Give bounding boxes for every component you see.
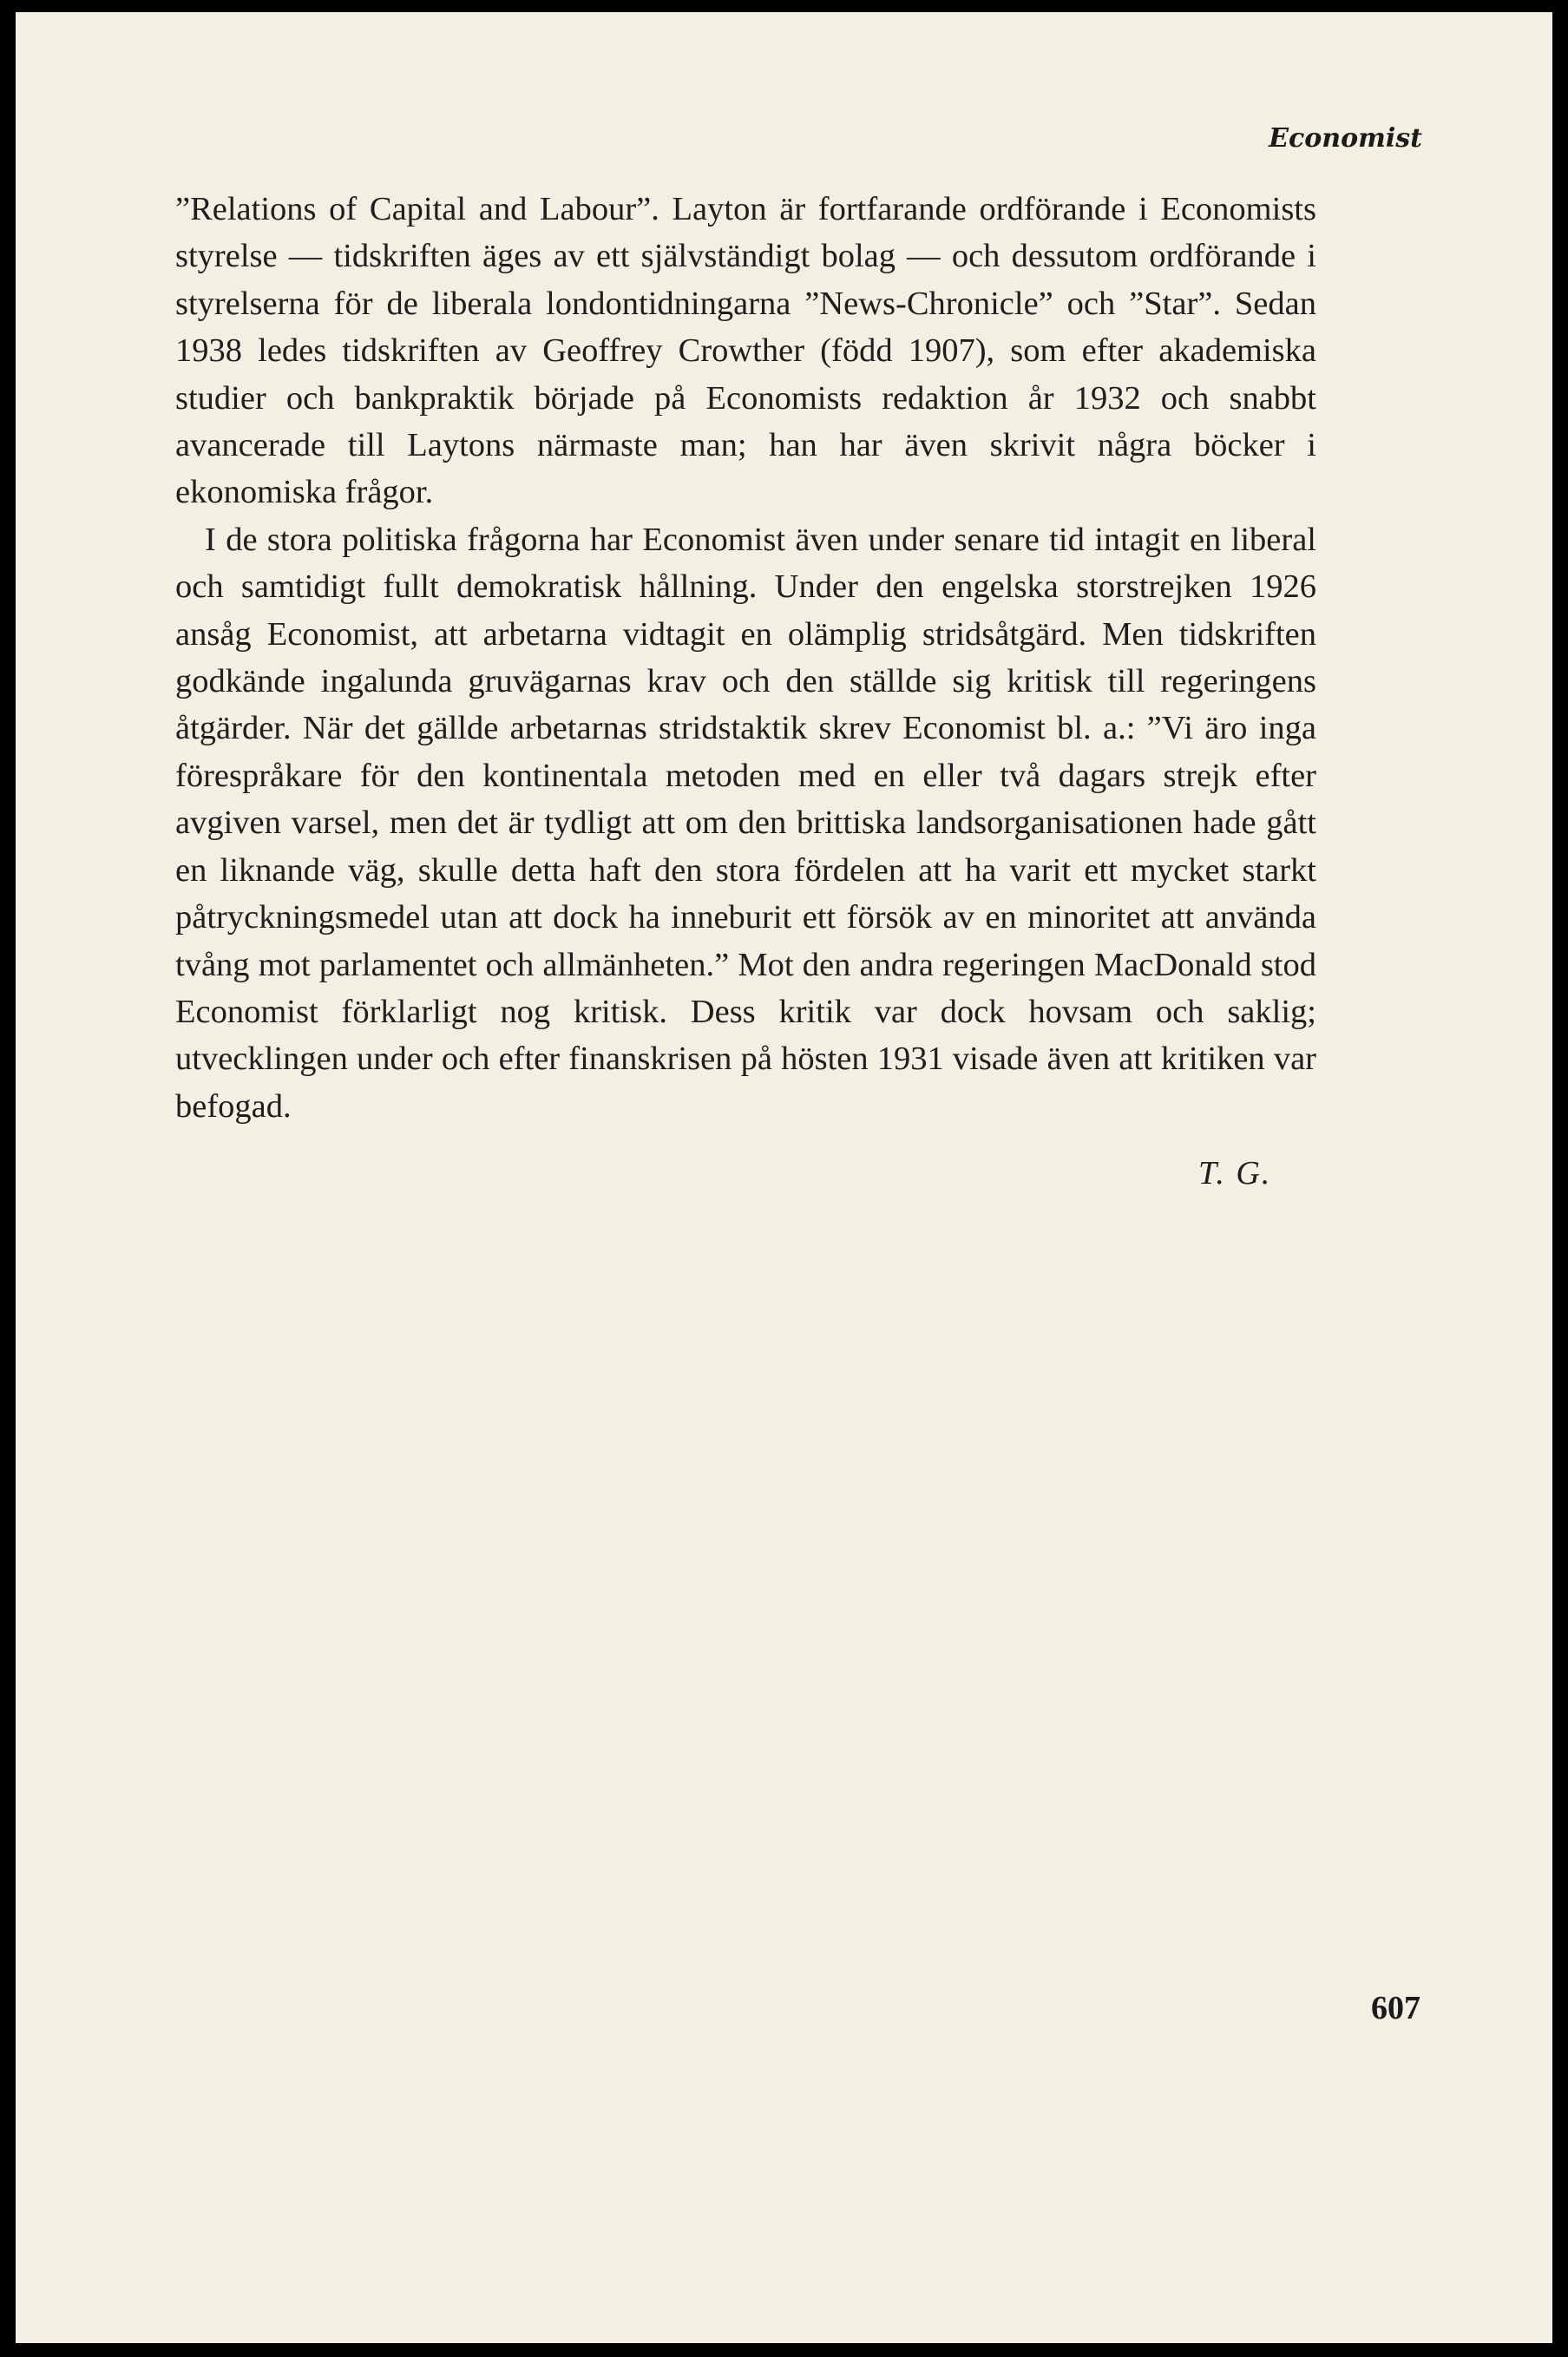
- author-signature: T. G.: [1198, 1155, 1272, 1192]
- article-body: [175, 186, 1316, 1130]
- paragraph-1: ”Relations of Capital and Labour”. Layton är fortfarande ordförande i Economists styrelse — tidskriften äges av ett självständigt bolag — och dessutom ordförande i styrelserna för de liberala londontidningarna ”News-Chronicle” och ”Star”. Sedan 1938 ledes tidskriften av Geoffrey Crowther (född 1907), som efter akademiska studier och bankpraktik började på Economists redaktion år 1932 och snabbt avancerade till Laytons närmaste man; han har även skrivit några böcker i ekonomiska frågor.: [175, 191, 1316, 511]
- running-head: Economist: [1269, 123, 1422, 154]
- page-number: 607: [1371, 1990, 1420, 2026]
- document-page: [16, 12, 1552, 2343]
- paragraph-2: I de stora politiska frågorna har Economist även under senare tid intagit en liberal och samtidigt fullt demokratisk hållning. Under den engelska storstrejken 1926 ansåg Economist, att arbetarna vidtagit en olämplig stridsåtgärd. Men tidskriften godkände ingalunda gruvägarnas krav och den ställde sig kritisk till regeringens åtgärder. När det gällde arbetarnas stridstaktik skrev Economist bl. a.: ”Vi äro inga förespråkare för den kontinentala metoden med en eller två dagars strejk efter avgiven varsel, men det är tydligt att om den brittiska landsorganisationen hade gått en liknande väg, skulle detta haft den stora fördelen att ha varit ett mycket starkt påtryckningsmedel utan att dock ha inneburit ett försök av en minoritet att använda tvång mot parlamentet och allmänheten.” Mot den andra regeringen MacDonald stod Economist förklarligt nog kritisk. Dess kritik var dock hovsam och saklig; utvecklingen under och efter finanskrisen på hösten 1931 visade även att kritiken var befogad.: [175, 521, 1316, 1125]
